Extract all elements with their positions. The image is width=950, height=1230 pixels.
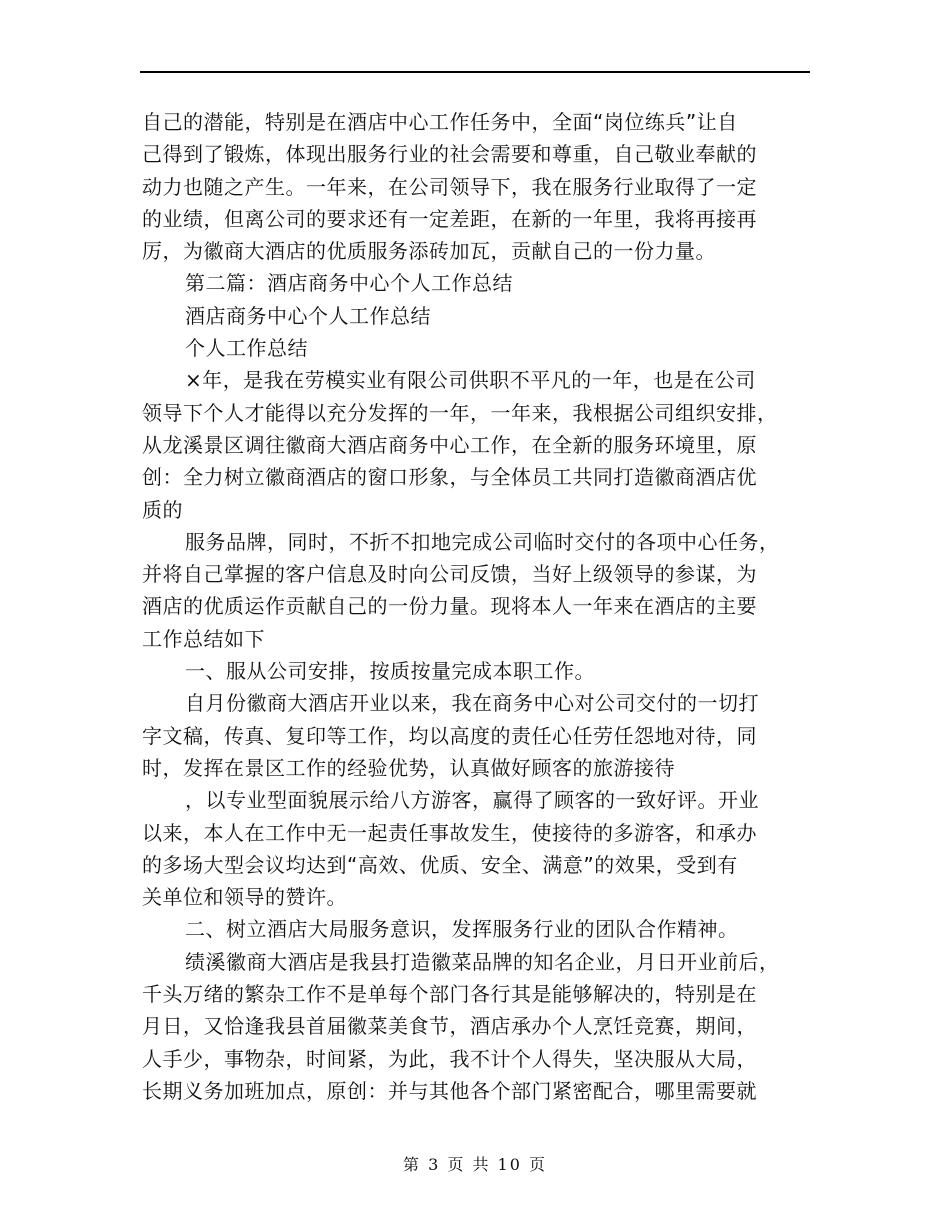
text-line: 并将自己掌握的客户信息及时向公司反馈，当好上级领导的参谋，为 — [142, 562, 757, 587]
footer-total-pages: 10 — [497, 1155, 522, 1174]
footer-page-number: 3 — [428, 1155, 441, 1174]
text-line: 酒店的优质运作贡献自己的一份力量。现将本人一年来在酒店的主要 — [142, 594, 757, 619]
document-body — [142, 106, 812, 1107]
text-line: 关单位和领导的赞许。 — [142, 885, 347, 910]
text-line: 字文稿，传真、复印等工作，均以高度的责任心任劳任怨地对待，同 — [142, 723, 757, 748]
text-line: ×年，是我在劳模实业有限公司供职不平凡的一年，也是在公司 — [185, 368, 756, 393]
text-line: 工作总结如下 — [142, 626, 265, 651]
text-line: 厉，为徽商大酒店的优质服务添砖加瓦，贡献自己的一份力量。 — [142, 239, 716, 264]
text-line: 千头万绪的繁杂工作不是单每个部门各行其是能够解决的，特别是在 — [142, 982, 757, 1007]
footer-prefix: 第 — [403, 1155, 429, 1174]
text-line: 动力也随之产生。一年来，在公司领导下，我在服务行业取得了一定 — [142, 174, 757, 199]
text-line: 领导下个人才能得以充分发挥的一年，一年来，我根据公司组织安排， — [142, 400, 778, 425]
header-rule — [140, 71, 810, 73]
text-line: 质的 — [142, 497, 183, 522]
text-line: 时，发挥在景区工作的经验优势，认真做好顾客的旅游接待 — [142, 755, 675, 780]
text-line: 服务品牌，同时，不折不扣地完成公司临时交付的各项中心任务， — [185, 529, 780, 554]
text-line: 二、树立酒店大局服务意识，发挥服务行业的团队合作精神。 — [185, 917, 739, 942]
text-line: 创：全力树立徽商酒店的窗口形象，与全体员工共同打造徽商酒店优 — [142, 465, 757, 490]
footer-suffix: 页 — [521, 1155, 547, 1174]
text-line: 个人工作总结 — [185, 336, 308, 361]
text-line: 第二篇：酒店商务中心个人工作总结 — [185, 271, 513, 296]
text-line: 酒店商务中心个人工作总结 — [185, 303, 431, 328]
text-line: 自月份徽商大酒店开业以来，我在商务中心对公司交付的一切打 — [185, 691, 759, 716]
text-line: 己得到了锻炼，体现出服务行业的社会需要和尊重，自己敬业奉献的 — [142, 142, 757, 167]
text-line: 月日，又恰逢我县首届徽菜美食节，酒店承办个人烹饪竞赛，期间， — [142, 1014, 757, 1039]
text-line: 从龙溪景区调往徽商大酒店商务中心工作，在全新的服务环境里，原 — [142, 432, 757, 457]
text-line: ，以专业型面貌展示给八方游客，赢得了顾客的一致好评。开业 — [185, 788, 759, 813]
text-line: 绩溪徽商大酒店是我县打造徽菜品牌的知名企业，月日开业前后， — [185, 949, 780, 974]
page-footer — [0, 1152, 950, 1175]
text-line: 的多场大型会议均达到“高效、优质、安全、满意”的效果，受到有 — [142, 852, 738, 877]
text-line: 以来，本人在工作中无一起责任事故发生，使接待的多游客，和承办 — [142, 820, 757, 845]
text-line: 长期义务加班加点，原创：并与其他各个部门紧密配合，哪里需要就 — [142, 1078, 757, 1103]
text-line: 一、服从公司安排，按质按量完成本职工作。 — [185, 659, 595, 684]
text-line: 人手少，事物杂，时间紧，为此，我不计个人得失，坚决服从大局， — [142, 1046, 757, 1071]
footer-middle: 页 共 — [440, 1155, 498, 1174]
text-line: 的业绩，但离公司的要求还有一定差距，在新的一年里，我将再接再 — [142, 206, 757, 231]
text-line: 自己的潜能，特别是在酒店中心工作任务中，全面“岗位练兵”让自 — [142, 110, 738, 134]
